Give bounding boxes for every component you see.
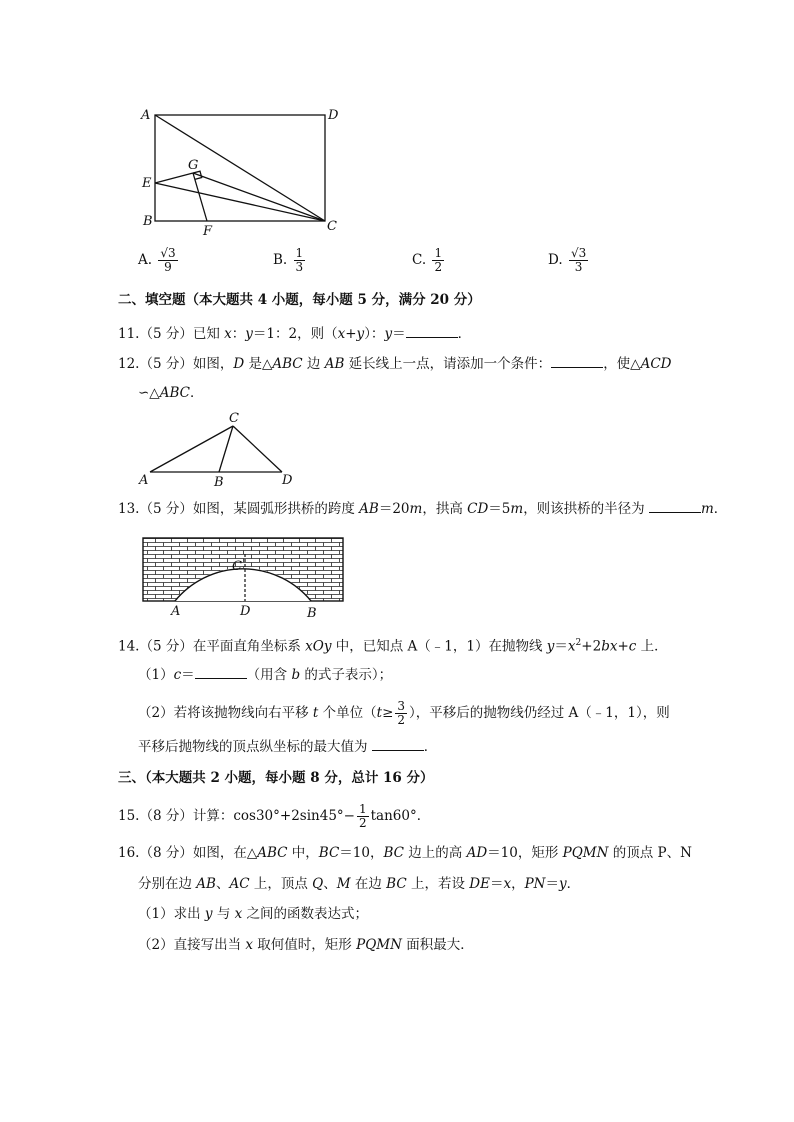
option-b: B. $\frac{1}{3}$ [273, 246, 304, 274]
label-g: G [188, 158, 199, 173]
figure-arch-bridge [135, 530, 350, 620]
option-c: C. $\frac{1}{2}$ [412, 246, 443, 274]
label-b: B [143, 214, 153, 229]
label-b: B [307, 606, 317, 620]
label-a: A [139, 473, 149, 488]
question-16-part2: （2）直接写出当 x 取何值时，矩形 PQMN 面积最大． [138, 937, 474, 953]
segment-cd [233, 426, 282, 472]
segment-gf [193, 173, 207, 221]
segment-ec [155, 183, 325, 221]
question-14-line1: 14.（5 分）在平面直角坐标系 xOy 中，已知点 A（﹣1，1）在抛物线 $y=x^2+2bx+c$ 上． [118, 638, 668, 655]
figure-rectangle [135, 103, 350, 238]
answer-blank [195, 664, 247, 679]
label-b: B [214, 475, 224, 488]
label-a: A [141, 108, 151, 123]
question-14-part1: （1）c＝ （用含 b 的式子表示）； [138, 664, 392, 685]
answer-blank [372, 736, 424, 751]
question-11: 11.（5 分）已知 x：y＝1：2，则（x+y）：y＝ ． [118, 323, 471, 344]
label-f: F [203, 224, 213, 238]
label-d: D [328, 108, 339, 123]
question-16-part1: （1）求出 y 与 x 之间的函数表达式； [138, 906, 369, 922]
option-a: A. $\frac{√3}{9}$ [138, 246, 176, 274]
label-c: C [229, 411, 239, 426]
question-15: 15.（8 分）计算：cos30°+2sin45°− $\frac{1}{2}$ tan60°． [118, 802, 431, 830]
question-12-line1: 12.（5 分）如图，D 是△ABC 边 AB 延长线上一点，请添加一个条件： ，使△ACD [118, 353, 671, 374]
question-16-line1: 16.（8 分）如图，在△ABC 中，BC＝10，BC 边上的高 AD＝10，矩形 PQMN 的顶点 P、N [118, 845, 692, 861]
label-c: C [232, 559, 242, 574]
answer-blank [649, 498, 701, 513]
label-d: D [282, 473, 293, 488]
question-13: 13.（5 分）如图，某圆弧形拱桥的跨度 AB＝20m，拱高 CD＝5m，则该拱桥的半径为 m． [118, 498, 727, 519]
label-a: A [171, 604, 181, 619]
section3-title: 三、（本大题共 2 小题，每小题 8 分，总计 16 分） [118, 770, 434, 786]
label-d: D [240, 604, 251, 619]
option-d: D. $\frac{√3}{3}$ [548, 246, 587, 274]
question-12-line2: ∽△ABC． [138, 385, 204, 401]
figure-triangle [135, 408, 305, 488]
question-14-part2: （2）若将该抛物线向右平移 t 个单位（t≥ $\frac{3}{2}$ ），平移后的抛物线仍经过 A（﹣1，1），则 [138, 699, 670, 727]
question-16-line2: 分别在边 AB、AC 上，顶点 Q、M 在边 BC 上，若设 DE＝x，PN＝y． [138, 876, 581, 892]
segment-eg [155, 173, 193, 183]
label-c: C [327, 219, 337, 234]
answer-blank [551, 353, 603, 368]
label-e: E [142, 176, 152, 191]
diagonal-ac [155, 115, 325, 221]
section2-title: 二、填空题（本大题共 4 小题，每小题 5 分，满分 20 分） [118, 292, 481, 308]
answer-blank [406, 323, 458, 338]
question-14-part2-cont: 平移后抛物线的顶点纵坐标的最大值为 ． [138, 736, 437, 757]
